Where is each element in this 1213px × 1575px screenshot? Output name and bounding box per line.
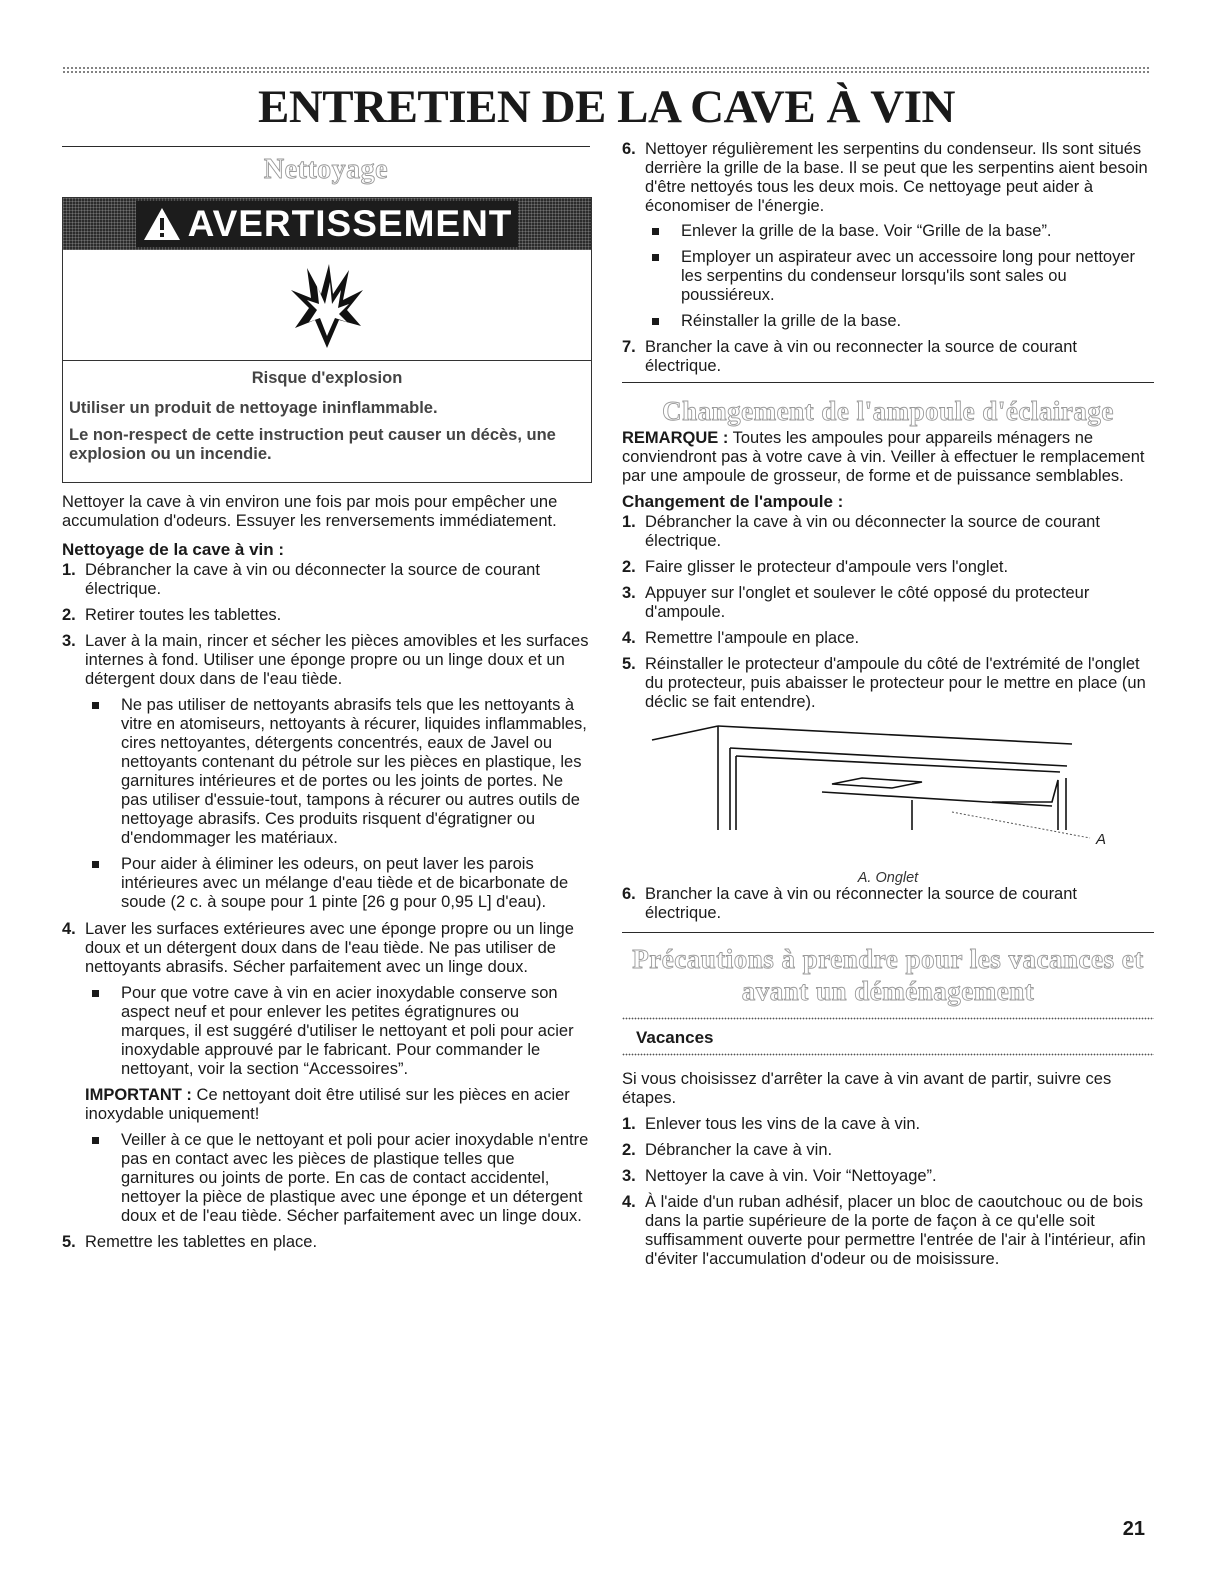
list-item: 2. Débrancher la cave à vin. (622, 1141, 833, 1160)
left-column (62, 146, 590, 1252)
subhead-nettoyage: Nettoyage de la cave à vin : (62, 539, 285, 559)
step3-bullets (85, 696, 590, 912)
bullet-icon (92, 990, 99, 997)
section-rule (62, 146, 590, 147)
list-item: Employer un aspirateur avec un accessoire long pour nettoyer les serpentins du condenseur lorsqu'ils sont sales ou poussiéreux. (645, 248, 1154, 305)
list-item: Ne pas utiliser de nettoyants abrasifs tels que les nettoyants à vitre en atomiseurs, nettoyants à récurer, liquides inflammables, cires nettoyantes, détergents concentrés, eaux de Javel ou nettoyants contenant du pétrole sur les pièces en plastique, les garnitures intérieures et de portes ou les joints de portes. Ne pas utiliser d'essuie-tout, tampons à récurer ou autres outils de nettoyage abrasifs. Ces produits risquent d'égratigner ou d'endommager les matériaux. (85, 696, 590, 848)
explosion-icon (287, 260, 367, 350)
dotted-rule (622, 1017, 1154, 1020)
important-note: IMPORTANT : Ce nettoyant doit être utilisé sur les pièces en acier inoxydable uniquement! (85, 1085, 570, 1123)
warning-body (63, 361, 591, 482)
step6-bullets (645, 222, 1154, 331)
section-rule (622, 932, 1154, 933)
list-item: 5. Réinstaller le protecteur d'ampoule du côté de l'extrémité de l'onglet du protecteur, puis abaisser le protecteur pour le mettre en place (un déclic se fait entendre). (622, 655, 1146, 712)
list-item: 1. Enlever tous les vins de la cave à vin. (622, 1115, 921, 1134)
list-item: Réinstaller la grille de la base. (645, 312, 1154, 331)
list-item: 4. Remettre l'ampoule en place. (622, 629, 860, 648)
remarque-note: REMARQUE : Toutes les ampoules pour appareils ménagers ne conviendront pas à votre cave à vin. Veiller à effectuer le remplacement par une ampoule de grosseur, de forme et de puissance semblables. (622, 429, 1145, 486)
list-item: 4. Laver les surfaces extérieures avec une éponge propre ou un linge doux et un détergent doux dans de l'eau tiède. Ne pas utiliser de nettoyants abrasifs. Sécher parfaitement avec un linge doux. Pour que votre cave à vin en acier inoxydable conserve son aspect neuf et pour enlever les petites égratignures ou marques, il est suggéré d'utiliser le nettoyant et poli pour acier inoxydable approuvé par le fabricant. Pour commander le nettoyant, voir la section “Accessoires”. IMPORTANT : Ce nettoyant doit être utilisé sur les pièces en acier inoxydable uniquement! Veiller à ce que le nettoyant et poli pour acier inoxydable n'entre pas en contact avec les pièces de plastique telles que garnitures ou joints de porte. En cas de contact accidentel, nettoyer la pièce de plastique avec une éponge et un détergent doux et de l'eau tiède. Sécher parfaitement avec un linge doux. (62, 919, 589, 1225)
bullet-icon (92, 702, 99, 709)
section-title-ampoule: Changement de l'ampoule d'éclairage (662, 396, 1114, 426)
bulb-steps-6 (622, 885, 1154, 923)
warning-triangle-icon (142, 206, 182, 242)
list-item: 4. À l'aide d'un ruban adhésif, placer un bloc de caoutchouc ou de bois dans la partie supérieure de la porte de façon à ce qu'elle soit suffisamment ouverte pour permettre l'entrée de l'air à l'intérieur, afin d'éviter l'accumulation d'odeur ou de moisissure. (622, 1193, 1146, 1269)
bullet-icon (652, 318, 659, 325)
warning-header (63, 198, 591, 250)
list-item: 2. Retirer toutes les tablettes. (62, 605, 282, 624)
list-item: 3. Laver à la main, rincer et sécher les pièces amovibles et les surfaces internes à fond. Utiliser une éponge propre ou un linge doux et un détergent doux dans de l'eau tiède. Ne pas utiliser de nettoyants abrasifs tels que les nettoyants à vitre en atomiseurs, nettoyants à récurer, liquides inflammables, cires nettoyantes, détergents concentrés, eaux de Javel ou nettoyants contenant du pétrole sur les pièces en plastique, les garnitures intérieures et de portes ou les joints de portes. Ne pas utiliser d'essuie-tout, tampons à récurer ou autres outils de nettoyage abrasifs. Ces produits risquent d'égratigner ou d'endommager les matériaux. Pour aider à éliminer les odeurs, on peut laver les parois intérieures avec un mélange d'eau tiède et de bicarbonate de soude (2 c. à soupe pour 1 pinte [26 g pour 0,95 L] d'eau). (62, 631, 589, 911)
vacances-intro: Si vous choisissez d'arrêter la cave à vin avant de partir, suivre ces étapes. (622, 1070, 1112, 1108)
list-item: 6. Nettoyer régulièrement les serpentins du condenseur. Ils sont situés derrière la grille de la base. Il se peut que les serpentins aient besoin d'être nettoyés tous les deux mois. Ce nettoyage peut aider à économiser de l'énergie. Enlever la grille de la base. Voir “Grille de la base”. Employer un aspirateur avec un accessoire long pour nettoyer les serpentins du condenseur lorsqu'ils sont sales ou poussiéreux. Réinstaller la grille de la base. (622, 140, 1154, 331)
warning-risk: Risque d'explosion (251, 368, 403, 387)
bullet-icon (92, 861, 99, 868)
bullet-icon (92, 1137, 99, 1144)
warning-title: AVERTISSEMENT (187, 203, 513, 245)
list-item: Pour que votre cave à vin en acier inoxydable conserve son aspect neuf et pour enlever les petites égratignures ou marques, il est suggéré d'utiliser le nettoyant et poli pour acier inoxydable approuvé par le fabricant. Pour commander le nettoyant, voir la section “Accessoires”. (85, 984, 590, 1079)
warning-line-2: Le non-respect de cette instruction peut causer un décès, une explosion ou un incendie. (69, 425, 556, 463)
figure-callout-a: A (1096, 831, 1107, 849)
list-item: Enlever la grille de la base. Voir “Grille de la base”. (645, 222, 1154, 241)
right-column (622, 140, 1154, 1269)
figure-caption: A. Onglet (857, 870, 919, 887)
subhead-vacances: Vacances (636, 1028, 714, 1048)
list-item: 3. Nettoyer la cave à vin. Voir “Nettoyage”. (622, 1167, 937, 1186)
list-item: 7. Brancher la cave à vin ou reconnecter la source de courant électrique. (622, 338, 1077, 375)
list-item: Veiller à ce que le nettoyant et poli pour acier inoxydable n'entre pas en contact avec les pièces de plastique telles que garnitures ou joints de porte. En cas de contact accidentel, nettoyer la pièce de plastique avec une éponge et un détergent doux et de l'eau tiède. Sécher parfaitement avec un linge doux. (85, 1131, 590, 1226)
bulb-figure (622, 720, 1154, 885)
list-item: 6. Brancher la cave à vin ou réconnecter la source de courant électrique. (622, 885, 1077, 923)
intro-paragraph: Nettoyer la cave à vin environ une fois par mois pour empêcher une accumulation d'odeurs. Essuyer les renversements immédiatement. (62, 492, 558, 530)
bulb-steps (622, 513, 1154, 712)
cleaning-steps-continued (622, 140, 1154, 376)
warning-box (62, 197, 592, 483)
section-title-nettoyage: Nettoyage (263, 154, 389, 185)
list-item: 1. Débrancher la cave à vin ou déconnecter la source de courant électrique. (62, 560, 540, 598)
section-title-vacances: Précautions à prendre pour les vacances et avant un déménagement (632, 944, 1144, 1007)
top-dotted-rule (62, 66, 1150, 74)
step4-bullets (85, 984, 590, 1079)
list-item: Pour aider à éliminer les odeurs, on peut laver les parois intérieures avec un mélange d'eau tiède et de bicarbonate de soude (2 c. à soupe pour 1 pinte [26 g pour 0,95 L] d'eau). (85, 855, 590, 912)
list-item: 5. Remettre les tablettes en place. (62, 1232, 318, 1251)
list-item: 1. Débrancher la cave à vin ou déconnecter la source de courant électrique. (622, 513, 1100, 551)
cleaning-steps (62, 561, 590, 1252)
bullet-icon (652, 254, 659, 261)
page-number: 21 (1122, 1518, 1145, 1540)
bullet-icon (652, 228, 659, 235)
section-rule (622, 382, 1154, 383)
page-title: ENTRETIEN DE LA CAVE À VIN (258, 81, 955, 133)
explosion-pictogram (63, 250, 591, 361)
vacances-steps (622, 1115, 1154, 1269)
subhead-ampoule: Changement de l'ampoule : (622, 492, 844, 512)
warning-line-1: Utiliser un produit de nettoyage ininflammable. (69, 398, 438, 417)
list-item: 2. Faire glisser le protecteur d'ampoule vers l'onglet. (622, 558, 1009, 577)
list-item: 3. Appuyer sur l'onglet et soulever le côté opposé du protecteur d'ampoule. (622, 584, 1090, 622)
step4-bullets-2 (85, 1131, 590, 1226)
dotted-rule (622, 1053, 1154, 1056)
bulb-shield-diagram (622, 720, 1154, 860)
